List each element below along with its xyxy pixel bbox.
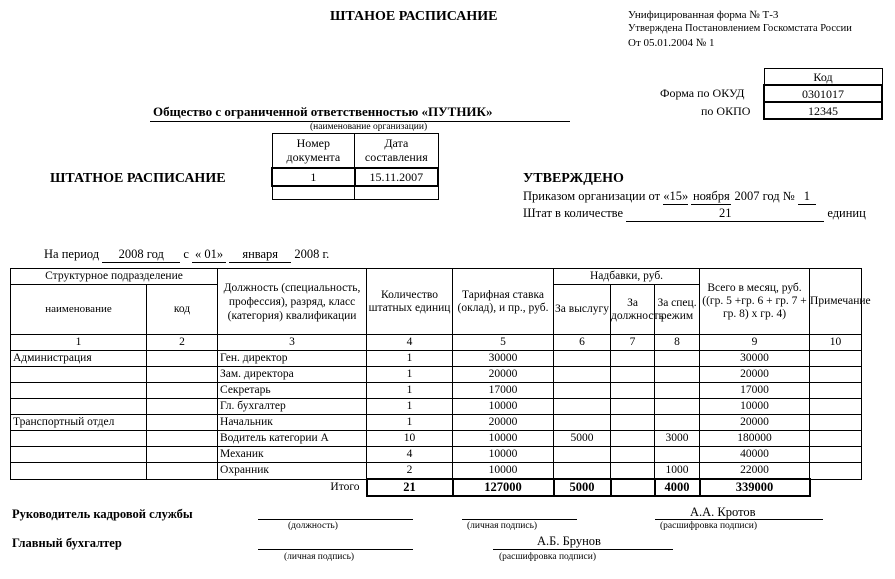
column-number-cell: 1 (11, 335, 147, 351)
cell-rate: 10000 (453, 463, 554, 480)
order-year: 2007 (734, 189, 760, 203)
page-top-title: ШТАНОЕ РАСПИСАНИЕ (330, 9, 498, 24)
header-bonus-special: За спец. режим (655, 285, 700, 335)
column-number-cell: 9 (700, 335, 810, 351)
cell-note (810, 447, 862, 463)
organization-name: Общество с ограниченной ответственностью «ПУТНИК» (153, 104, 493, 119)
cell-count: 2 (367, 463, 453, 480)
period-day: « 01» (192, 247, 226, 263)
order-prefix: Приказом организации от (523, 189, 661, 203)
header-bonus-service: За выслугу (554, 285, 611, 335)
form-line-1: Унифицированная форма № Т-3 (628, 9, 779, 21)
cell-bonus-special (655, 415, 700, 431)
cell-bonus-post (611, 415, 655, 431)
cell-note (810, 463, 862, 480)
accountant-signature-caption: (личная подпись) (284, 552, 355, 562)
cell-count: 10 (367, 431, 453, 447)
cell-bonus-service (554, 383, 611, 399)
table-row (11, 351, 862, 367)
cell-bonus-post (611, 399, 655, 415)
header-name: наименование (11, 285, 147, 335)
cell-rate: 20000 (453, 415, 554, 431)
cell-bonus-special: 1000 (655, 463, 700, 480)
cell-division (11, 367, 147, 383)
cell-total: 20000 (700, 415, 810, 431)
cell-total: 180000 (700, 431, 810, 447)
cell-division (11, 463, 147, 480)
cell-total: 20000 (700, 367, 810, 383)
doc-number: 1 (272, 168, 355, 186)
cell-note (810, 367, 862, 383)
staff-table (10, 268, 871, 497)
doc-date: 15.11.2007 (355, 168, 438, 186)
column-number-cell: 5 (453, 335, 554, 351)
order-year-word: год (762, 189, 780, 203)
totals-special: 4000 (655, 479, 700, 496)
cell-code (147, 415, 218, 431)
approved-order-line (523, 189, 816, 205)
accountant-signature-line (258, 549, 413, 550)
totals-empty (11, 479, 147, 496)
column-number-cell: 8 (655, 335, 700, 351)
cell-bonus-service (554, 367, 611, 383)
order-month: ноября (692, 189, 730, 203)
cell-bonus-post (611, 463, 655, 480)
cell-note (810, 351, 862, 367)
cell-division (11, 447, 147, 463)
cell-note (810, 415, 862, 431)
accountant-decoding-caption: (расшифровка подписи) (499, 552, 596, 562)
header-total: Всего в месяц, руб. ((гр. 5 +гр. 6 + гр. 7 + гр. 8) х гр. 4) (700, 269, 810, 335)
cell-division (11, 431, 147, 447)
doc-empty-cell (272, 186, 355, 200)
column-number-cell: 6 (554, 335, 611, 351)
cell-total: 17000 (700, 383, 810, 399)
cell-bonus-post (611, 431, 655, 447)
hr-head-name: А.А. Кротов (690, 505, 756, 519)
period-from: с (183, 247, 189, 261)
table-rows (11, 351, 862, 480)
totals-empty (810, 479, 862, 496)
cell-count: 1 (367, 415, 453, 431)
cell-total: 30000 (700, 351, 810, 367)
cell-position: Гл. бухгалтер (218, 399, 367, 415)
cell-division (11, 399, 147, 415)
cell-position: Механик (218, 447, 367, 463)
cell-division: Транспортный отдел (11, 415, 147, 431)
cell-bonus-special (655, 383, 700, 399)
okud-label: Форма по ОКУД (660, 86, 745, 100)
header-bonus-post: За должность (611, 285, 655, 335)
cell-position: Охранник (218, 463, 367, 480)
table-row (11, 383, 862, 399)
accountant-label: Главный бухгалтер (12, 536, 122, 550)
cell-bonus-service: 5000 (554, 431, 611, 447)
okpo-value: 12345 (764, 102, 882, 119)
cell-count: 1 (367, 383, 453, 399)
cell-total: 10000 (700, 399, 810, 415)
accountant-decoding-line (493, 549, 673, 550)
column-numbers-row (11, 335, 862, 351)
accountant-name: А.Б. Брунов (537, 534, 601, 548)
form-line-2: Утверждена Постановлением Госкомстата России (628, 23, 852, 34)
okpo-label: по ОКПО (701, 104, 751, 118)
totals-post (611, 479, 655, 496)
header-bonus: Надбавки, руб. (554, 269, 700, 285)
cell-bonus-post (611, 383, 655, 399)
cell-code (147, 463, 218, 480)
cell-bonus-special (655, 351, 700, 367)
cell-total: 22000 (700, 463, 810, 480)
table-row (11, 399, 862, 415)
cell-rate: 17000 (453, 383, 554, 399)
header-count: Количество штатных единиц (367, 269, 453, 335)
hr-decoding-line (655, 519, 823, 520)
cell-bonus-special (655, 367, 700, 383)
column-number-cell: 3 (218, 335, 367, 351)
cell-division (11, 383, 147, 399)
cell-code (147, 399, 218, 415)
approved-staff-line (523, 206, 866, 222)
totals-rate: 127000 (453, 479, 554, 496)
doc-number-header: Номер документа (272, 134, 355, 168)
cell-bonus-service (554, 399, 611, 415)
okud-value: 0301017 (764, 85, 882, 102)
table-row (11, 447, 862, 463)
cell-count: 1 (367, 399, 453, 415)
cell-position: Начальник (218, 415, 367, 431)
cell-code (147, 383, 218, 399)
approved-title: УТВЕРЖДЕНО (523, 171, 624, 186)
column-number-cell: 10 (810, 335, 862, 351)
totals-service: 5000 (554, 479, 611, 496)
column-number-cell: 7 (611, 335, 655, 351)
cell-position: Водитель категории А (218, 431, 367, 447)
order-day: «15» (663, 189, 689, 203)
header-rate: Тарифная ставка (оклад), и пр., руб. (453, 269, 554, 335)
document-title: ШТАТНОЕ РАСПИСАНИЕ (50, 171, 226, 186)
hr-position-line (258, 519, 413, 520)
totals-label: Итого (330, 481, 360, 494)
order-number-sign: № (782, 189, 795, 203)
cell-bonus-service (554, 415, 611, 431)
cell-bonus-special (655, 399, 700, 415)
code-box (763, 68, 883, 120)
hr-signature-line (462, 519, 577, 520)
cell-bonus-post (611, 447, 655, 463)
totals-total: 339000 (700, 479, 810, 496)
order-number: 1 (798, 189, 816, 205)
cell-bonus-service (554, 351, 611, 367)
totals-row (11, 479, 862, 496)
cell-rate: 20000 (453, 367, 554, 383)
cell-division: Администрация (11, 351, 147, 367)
cell-bonus-special (655, 447, 700, 463)
staff-prefix: Штат в количестве (523, 206, 624, 220)
cell-code (147, 431, 218, 447)
cell-note (810, 431, 862, 447)
form-line-3: От 05.01.2004 № 1 (628, 37, 715, 49)
cell-rate: 10000 (453, 399, 554, 415)
document-box (271, 133, 439, 200)
period-end-year: 2008 г. (294, 247, 330, 261)
hr-decoding-caption: (расшифровка подписи) (660, 521, 757, 531)
column-number-cell: 2 (147, 335, 218, 351)
cell-note (810, 399, 862, 415)
cell-bonus-service (554, 463, 611, 480)
staff-suffix: единиц (827, 206, 866, 220)
header-code: код (147, 285, 218, 335)
doc-date-header: Дата составления (355, 134, 438, 168)
totals-count: 21 (367, 479, 453, 496)
cell-count: 1 (367, 367, 453, 383)
staff-count: 21 (626, 206, 824, 222)
period-label: На период (44, 247, 100, 261)
cell-position: Ген. директор (218, 351, 367, 367)
cell-position: Секретарь (218, 383, 367, 399)
cell-rate: 30000 (453, 351, 554, 367)
cell-code (147, 351, 218, 367)
cell-code (147, 367, 218, 383)
hr-signature-caption: (личная подпись) (467, 521, 538, 531)
cell-total: 40000 (700, 447, 810, 463)
totals-empty (147, 479, 218, 496)
organization-caption: (наименование организации) (310, 122, 428, 132)
column-number-cell: 4 (367, 335, 453, 351)
code-header: Код (764, 69, 882, 86)
table-row (11, 431, 862, 447)
cell-position: Зам. директора (218, 367, 367, 383)
cell-bonus-special: 3000 (655, 431, 700, 447)
header-division: Структурное подразделение (11, 269, 218, 285)
cell-bonus-service (554, 447, 611, 463)
table-row (11, 367, 862, 383)
table-row (11, 463, 862, 480)
hr-position-caption: (должность) (288, 521, 338, 531)
cell-rate: 10000 (453, 431, 554, 447)
header-note: Примечание (810, 269, 862, 335)
period-month: января (229, 247, 291, 263)
hr-head-label: Руководитель кадровой службы (12, 507, 193, 521)
cell-note (810, 383, 862, 399)
cell-rate: 10000 (453, 447, 554, 463)
header-position: Должность (специальность, профессия), разряд, класс (категория) квалификации (218, 269, 367, 335)
cell-code (147, 447, 218, 463)
period-year: 2008 год (102, 247, 180, 263)
cell-bonus-post (611, 351, 655, 367)
doc-empty-cell (355, 186, 438, 200)
cell-bonus-post (611, 367, 655, 383)
table-row (11, 415, 862, 431)
period-line (44, 247, 329, 263)
cell-count: 4 (367, 447, 453, 463)
cell-count: 1 (367, 351, 453, 367)
